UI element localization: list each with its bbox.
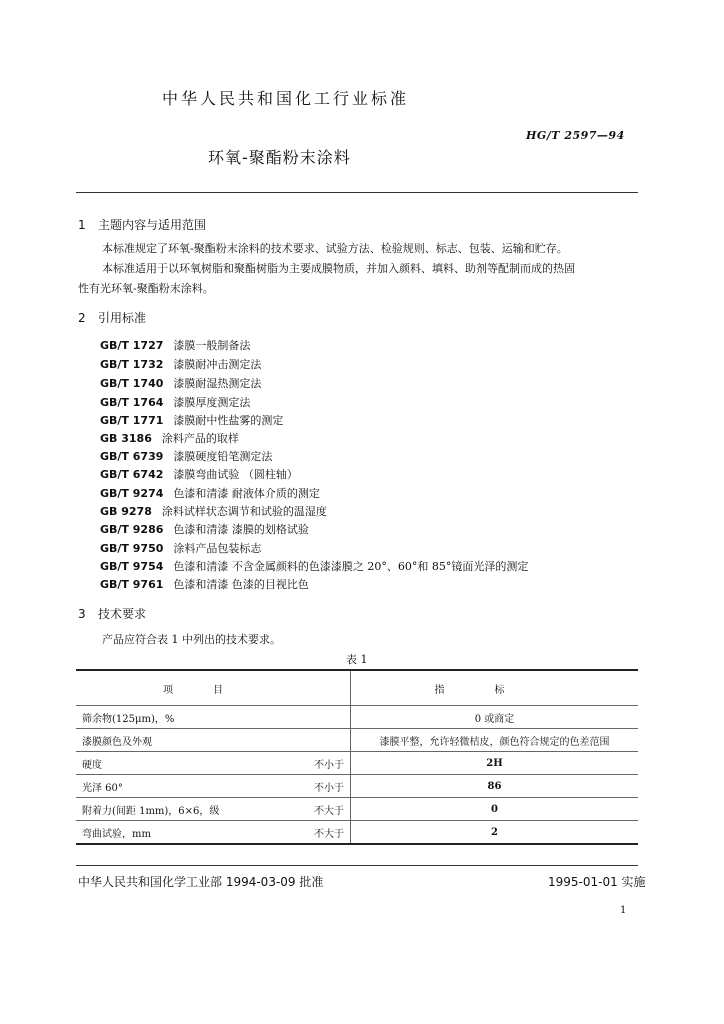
- reference-item: [100, 356, 261, 372]
- table-cell-value: 2: [351, 821, 639, 845]
- table-cell-item: [76, 706, 351, 729]
- standard-code: HG/T 2597—94: [526, 129, 625, 142]
- reference-title: 漆膜弯曲试验 （圆柱轴）: [173, 468, 298, 481]
- requirements-table: [76, 669, 638, 845]
- reference-title: 漆膜耐中性盐雾的测定: [173, 414, 284, 427]
- item-label: 筛余物(125μm)，%: [82, 713, 175, 725]
- reference-item: [100, 337, 250, 353]
- reference-title: 色漆和清漆 漆膜的划格试验: [173, 523, 309, 536]
- item-comparator: 不小于: [314, 782, 344, 794]
- section-3-heading: [78, 605, 146, 622]
- reference-item: [100, 412, 283, 428]
- reference-item: [100, 485, 320, 501]
- issuing-organization: 中华人民共和国化工行业标准: [162, 89, 410, 108]
- section-title: 主题内容与适用范围: [98, 218, 207, 232]
- reference-title: 涂料产品包装标志: [173, 542, 262, 555]
- table-cell-item: [76, 821, 351, 845]
- column-header-item: 项目: [76, 670, 351, 706]
- table-row: [76, 798, 638, 821]
- table-caption: 表 1: [346, 653, 368, 666]
- section-number: 2: [78, 311, 86, 325]
- section-title: 引用标准: [98, 311, 147, 325]
- section-1-para-2-cont: 性有光环氧-聚酯粉末涂料。: [78, 282, 214, 295]
- reference-item: [100, 466, 298, 482]
- reference-title: 色漆和清漆 色漆的目视比色: [173, 578, 309, 591]
- reference-item: [100, 521, 309, 537]
- reference-code: GB/T 6742: [100, 468, 164, 481]
- reference-title: 色漆和清漆 耐液体介质的测定: [173, 487, 320, 500]
- reference-code: GB 9278: [100, 505, 152, 518]
- reference-code: GB/T 9750: [100, 542, 164, 555]
- footer-rule: [76, 865, 638, 866]
- reference-code: GB/T 6739: [100, 450, 164, 463]
- item-label: 弯曲试验，mm: [82, 828, 151, 840]
- reference-item: [100, 576, 309, 592]
- reference-code: GB/T 1740: [100, 377, 164, 390]
- item-label: 漆膜颜色及外观: [82, 736, 152, 748]
- reference-code: GB 3186: [100, 432, 152, 445]
- reference-code: GB/T 9761: [100, 578, 164, 591]
- reference-title: 漆膜耐湿热测定法: [173, 377, 262, 390]
- item-label: 光泽 60°: [82, 782, 123, 794]
- reference-code: GB/T 9274: [100, 487, 164, 500]
- reference-title: 涂料试样状态调节和试验的温湿度: [161, 505, 327, 518]
- section-number: 1: [78, 218, 86, 232]
- reference-item: [100, 540, 261, 556]
- section-1-heading: [78, 216, 206, 233]
- table-cell-value: 0 或商定: [351, 706, 639, 729]
- reference-title: 漆膜厚度测定法: [173, 396, 251, 409]
- item-comparator: 不小于: [314, 759, 344, 771]
- table-cell-value: 漆膜平整，允许轻微桔皮，颜色符合规定的色差范围: [351, 729, 639, 752]
- item-comparator: 不大于: [314, 828, 344, 840]
- reference-item: [100, 448, 272, 464]
- reference-title: 漆膜硬度铅笔测定法: [173, 450, 273, 463]
- page-number: 1: [620, 905, 627, 916]
- table-row: [76, 752, 638, 775]
- section-1-para-1: 本标准规定了环氧-聚酯粉末涂料的技术要求、试验方法、检验规则、标志、包装、运输和贮存。: [102, 242, 568, 255]
- table-row: [76, 729, 638, 752]
- reference-item: [100, 503, 327, 519]
- reference-title: 色漆和清漆 不含金属颜料的色漆漆膜之 20°、60°和 85°镜面光泽的测定: [173, 560, 529, 573]
- section-2-heading: [78, 309, 146, 326]
- table-cell-item: [76, 775, 351, 798]
- reference-code: GB/T 9286: [100, 523, 164, 536]
- document-title: 环氧-聚酯粉末涂料: [208, 148, 351, 167]
- section-title: 技术要求: [98, 607, 147, 621]
- table-cell-item: [76, 752, 351, 775]
- reference-code: GB/T 9754: [100, 560, 164, 573]
- reference-code: GB/T 1727: [100, 339, 164, 352]
- item-label: 附着力(间距 1mm)，6×6，级: [82, 805, 220, 817]
- implementation-date: 1995-01-01 实施: [548, 875, 646, 889]
- reference-title: 漆膜一般制备法: [173, 339, 251, 352]
- header-rule: [76, 192, 638, 193]
- reference-code: GB/T 1732: [100, 358, 164, 371]
- approval-statement: 中华人民共和国化学工业部 1994-03-09 批准: [78, 875, 324, 889]
- table-row: [76, 775, 638, 798]
- item-label: 硬度: [82, 759, 102, 771]
- reference-item: [100, 558, 528, 574]
- table-cell-value: 86: [351, 775, 639, 798]
- item-comparator: 不大于: [314, 805, 344, 817]
- table-cell-item: [76, 729, 351, 752]
- reference-code: GB/T 1764: [100, 396, 164, 409]
- section-3-para-1: 产品应符合表 1 中列出的技术要求。: [102, 633, 281, 646]
- table-row: [76, 706, 638, 729]
- section-1-para-2: 本标准适用于以环氧树脂和聚酯树脂为主要成膜物质，并加入颜料、填料、助剂等配制而成的热固: [102, 262, 575, 275]
- table-cell-item: [76, 798, 351, 821]
- reference-item: [100, 375, 261, 391]
- reference-item: [100, 394, 250, 410]
- reference-title: 涂料产品的取样: [161, 432, 239, 445]
- table-cell-value: 2H: [351, 752, 639, 775]
- reference-item: [100, 430, 239, 446]
- table-cell-value: 0: [351, 798, 639, 821]
- table-header-row: [76, 670, 638, 706]
- column-header-index: 指标: [351, 670, 639, 706]
- reference-code: GB/T 1771: [100, 414, 164, 427]
- reference-title: 漆膜耐冲击测定法: [173, 358, 262, 371]
- section-number: 3: [78, 607, 86, 621]
- table-row: [76, 821, 638, 845]
